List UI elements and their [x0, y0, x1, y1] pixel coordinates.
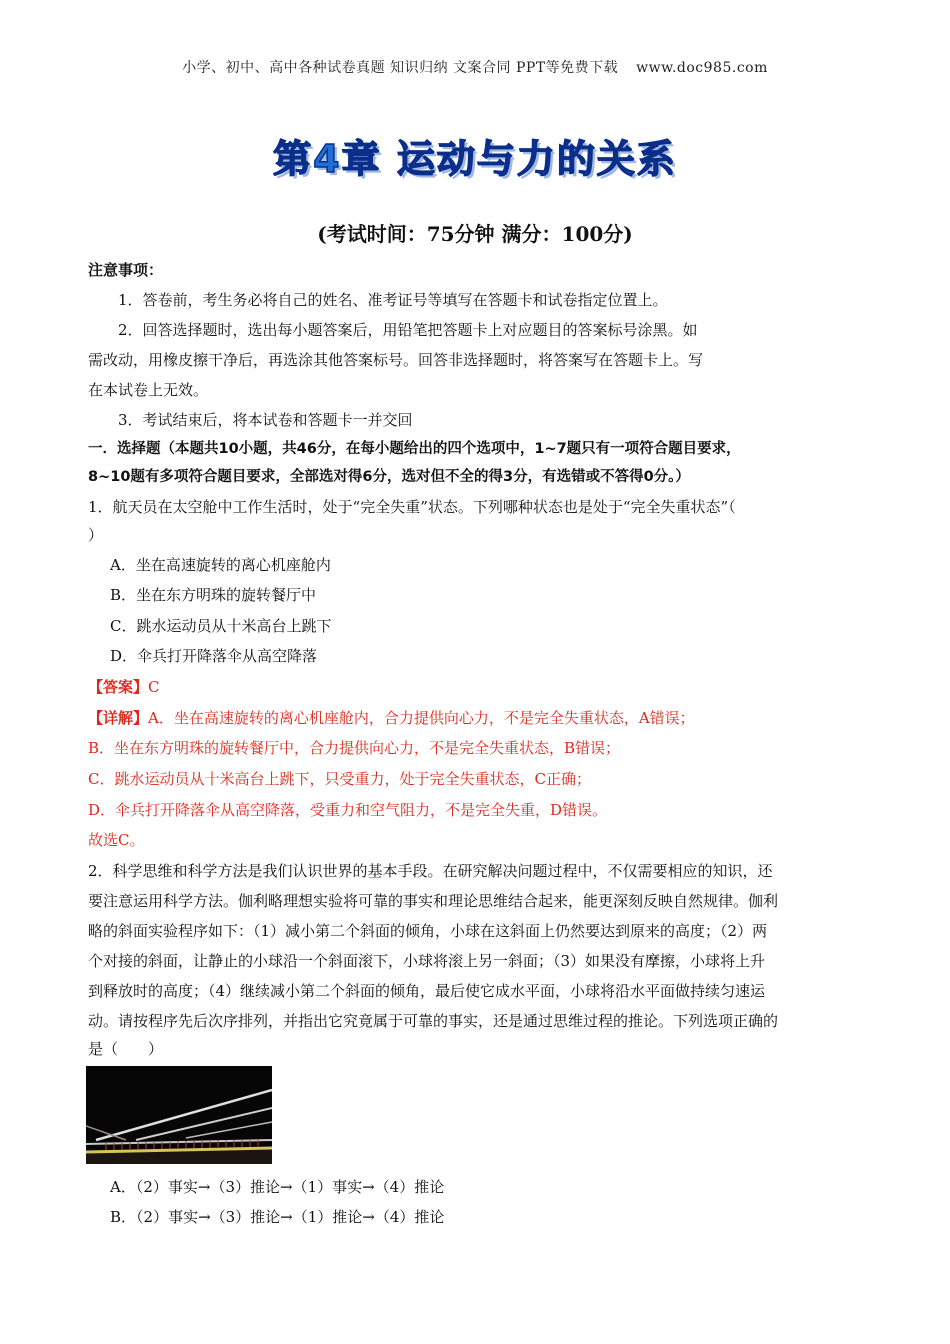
note-item: 需改动，用橡皮擦干净后，再选涂其他答案标号。回答非选择题时，将答案写在答题卡上。写 [88, 351, 704, 369]
detail-label: 【详解】 [88, 709, 149, 727]
q1-answer [88, 672, 160, 702]
detail-line: A．坐在高速旋转的离心机座舱内，合力提供向心力，不是完全失重状态，A错误； [148, 709, 695, 727]
chapter-title: 第4章 运动与力的关系 [273, 137, 677, 181]
q2-stem: 要注意运用科学方法。伽利略理想实验将可靠的事实和理论思维结合起来，能更深刻反映自然规律。伽利 [88, 892, 779, 910]
q2-stem: 到释放时的高度；（4）继续减小第二个斜面的倾角，最后使它成水平面，小球将沿水平面做持续匀速运 [88, 982, 766, 1000]
section-heading-cont: 8~10题有多项符合题目要求，全部选对得6分，选对但不全的得3分，有选错或不答得0分。） [88, 469, 690, 485]
exam-info: (考试时间：75分钟 满分：100分) [317, 222, 633, 246]
q1-stem-cont: ） [88, 526, 104, 544]
q2-stem: 是（ ） [88, 1040, 164, 1058]
q1-stem: 1．航天员在太空舱中工作生活时，处于“完全失重”状态。下列哪种状态也是处于“完全失重状态”（ [88, 498, 736, 516]
incline-experiment-photo [86, 1066, 272, 1164]
answer-value: C [148, 678, 160, 696]
note-item: 2．回答选择题时，选出每小题答案后，用铅笔把答题卡上对应题目的答案标号涂黑。如 [118, 321, 698, 339]
q1-option-b: B．坐在东方明珠的旋转餐厅中 [110, 586, 317, 604]
q1-option-a: A．坐在高速旋转的离心机座舱内 [110, 556, 331, 574]
note-item: 在本试卷上无效。 [88, 381, 209, 399]
q2-stem: 略的斜面实验程序如下：（1）减小第二个斜面的倾角，小球在这斜面上仍然要达到原来的高度；（2）两 [88, 922, 768, 940]
header-text: 小学、初中、高中各种试卷真题 知识归纳 文案合同 PPT等免费下载 [182, 60, 619, 76]
note-item: 1．答卷前，考生务必将自己的姓名、准考证号等填写在答题卡和试卷指定位置上。 [118, 291, 668, 309]
detail-line: B．坐在东方明珠的旋转餐厅中，合力提供向心力，不是完全失重状态，B错误； [88, 739, 621, 757]
section-heading: 一．选择题（本题共10小题，共46分，在每小题给出的四个选项中，1~7题只有一项符合题目要求， [88, 441, 741, 457]
answer-label: 【答案】 [88, 678, 149, 696]
q1-option-c: C．跳水运动员从十米高台上跳下 [110, 617, 332, 635]
notes-heading: 注意事项： [88, 261, 164, 279]
q2-option-b: B．（2）事实→（3）推论→（1）推论→（4）推论 [110, 1208, 445, 1226]
note-item: 3．考试结束后，将本试卷和答题卡一并交回 [118, 411, 413, 429]
q2-option-a: A．（2）事实→（3）推论→（1）事实→（4）推论 [110, 1178, 445, 1196]
q2-stem: 动。请按程序先后次序排列，并指出它究竟属于可靠的事实，还是通过思维过程的推论。下列选项正确的 [88, 1012, 779, 1030]
q1-option-d: D．伞兵打开降落伞从高空降落 [110, 647, 318, 665]
detail-line: D．伞兵打开降落伞从高空降落，受重力和空气阻力，不是完全失重，D错误。 [88, 801, 608, 819]
detail-line: 故选C。 [88, 831, 145, 849]
detail-line: C．跳水运动员从十米高台上跳下，只受重力，处于完全失重状态，C正确； [88, 770, 591, 788]
page-header [0, 57, 950, 77]
q2-stem: 个对接的斜面，让静止的小球沿一个斜面滚下，小球将滚上另一斜面；（3）如果没有摩擦，小球将上升 [88, 952, 766, 970]
q1-detail [88, 703, 695, 733]
header-site-link[interactable]: www.doc985.com [636, 60, 768, 76]
q2-stem: 2．科学思维和科学方法是我们认识世界的基本手段。在研究解决问题过程中，不仅需要相应的知识，还 [88, 862, 773, 880]
